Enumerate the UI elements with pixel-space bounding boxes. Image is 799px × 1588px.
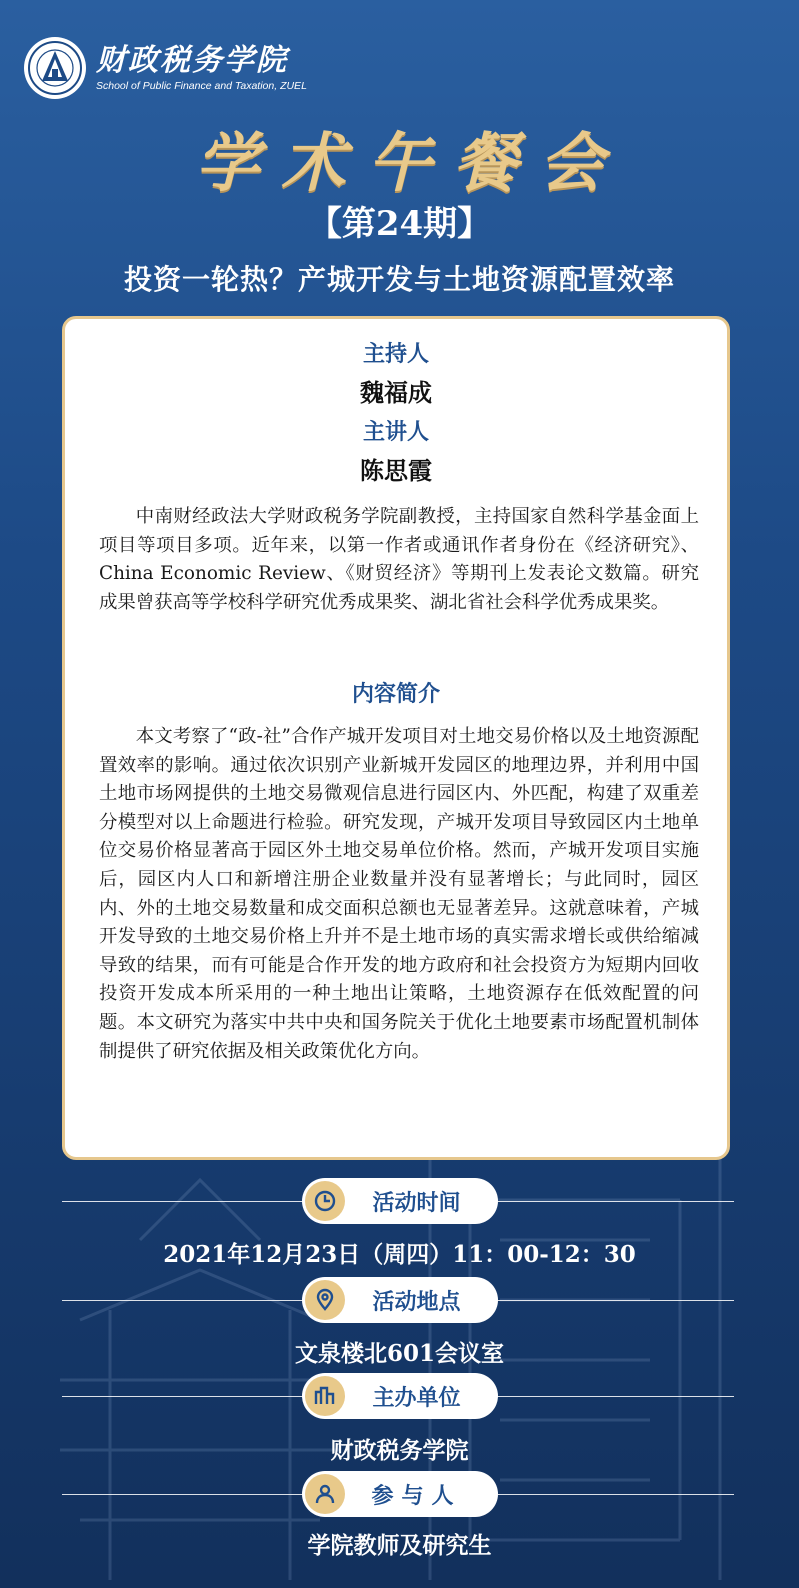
time-badge xyxy=(302,1178,498,1224)
speaker-label: 主讲人 xyxy=(362,419,429,445)
organizer-badge xyxy=(302,1373,498,1419)
school-name-cn: 财政税务学院 xyxy=(96,42,288,78)
person-icon xyxy=(305,1474,345,1514)
location-pin-icon xyxy=(305,1280,345,1320)
school-seal-icon xyxy=(22,35,88,101)
event-title: 学术午餐会 xyxy=(195,126,626,201)
content-card xyxy=(62,316,730,1160)
participants-label: 参与人 xyxy=(371,1482,462,1509)
school-logo xyxy=(22,35,307,101)
organizer-label: 主办单位 xyxy=(372,1384,461,1411)
school-name-en: School of Public Finance and Taxation, ZUEL xyxy=(96,79,307,92)
participants-badge xyxy=(302,1471,498,1517)
time-label: 活动时间 xyxy=(372,1189,461,1216)
place-value: 文泉楼北601会议室 xyxy=(294,1340,504,1367)
issue-number: 【第24期】 xyxy=(307,204,492,244)
speaker-name: 陈思霞 xyxy=(360,456,432,485)
place-badge xyxy=(302,1277,498,1323)
organizer-value: 财政税务学院 xyxy=(330,1437,469,1464)
place-label: 活动地点 xyxy=(372,1288,461,1315)
participants-value: 学院教师及研究生 xyxy=(307,1532,492,1559)
host-label: 主持人 xyxy=(362,341,429,367)
clock-icon xyxy=(305,1181,345,1221)
speaker-bio: 中南财经政法大学财政税务学院副教授，主持国家自然科学基金面上项目等项目多项。近年来，以第一作者或通讯作者身份在《经济研究》、China Economic Review、《财贸经济》等期刊上发表论文数篇。研究成果曾获高等学校科学研究优秀成果奖、湖北省社会科学优秀成果奖。 xyxy=(99,506,699,613)
summary-text: 本文考察了“政-社”合作产城开发项目对土地交易价格以及土地资源配置效率的影响。通过依次识别产业新城开发园区的地理边界，并利用中国土地市场网提供的土地交易微观信息进行园区内、外匹配，构建了双重差分模型对以上命题进行检验。研究发现，产城开发项目导致园区内土地单位交易价格显著高于园区外土地交易单位价格。然而，产城开发项目实施后，园区内人口和新增注册企业数量并没有显著增长；与此同时，园区内、外的土地交易数量和成交面积总额也无显著差异。这就意味着，产城开发导致的土地交易价格上升并不是土地市场的真实需求增长或供给缩减导致的结果，而有可能是合作开发的地方政府和社会投资方为短期内回收投资开发成本所采用的一种土地出让策略，土地资源存在低效配置的问题。本文研究为落实中共中央和国务院关于优化土地要素市场配置机制体制提供了研究依据及相关政策优化方向。 xyxy=(99,726,699,1062)
time-value: 2021年12月23日（周四）11：00-12：30 xyxy=(163,1241,636,1268)
building-icon xyxy=(305,1376,345,1416)
lecture-topic: 投资一轮热？产城开发与土地资源配置效率 xyxy=(123,263,675,296)
host-name: 魏福成 xyxy=(360,378,432,407)
summary-label: 内容简介 xyxy=(351,681,440,707)
